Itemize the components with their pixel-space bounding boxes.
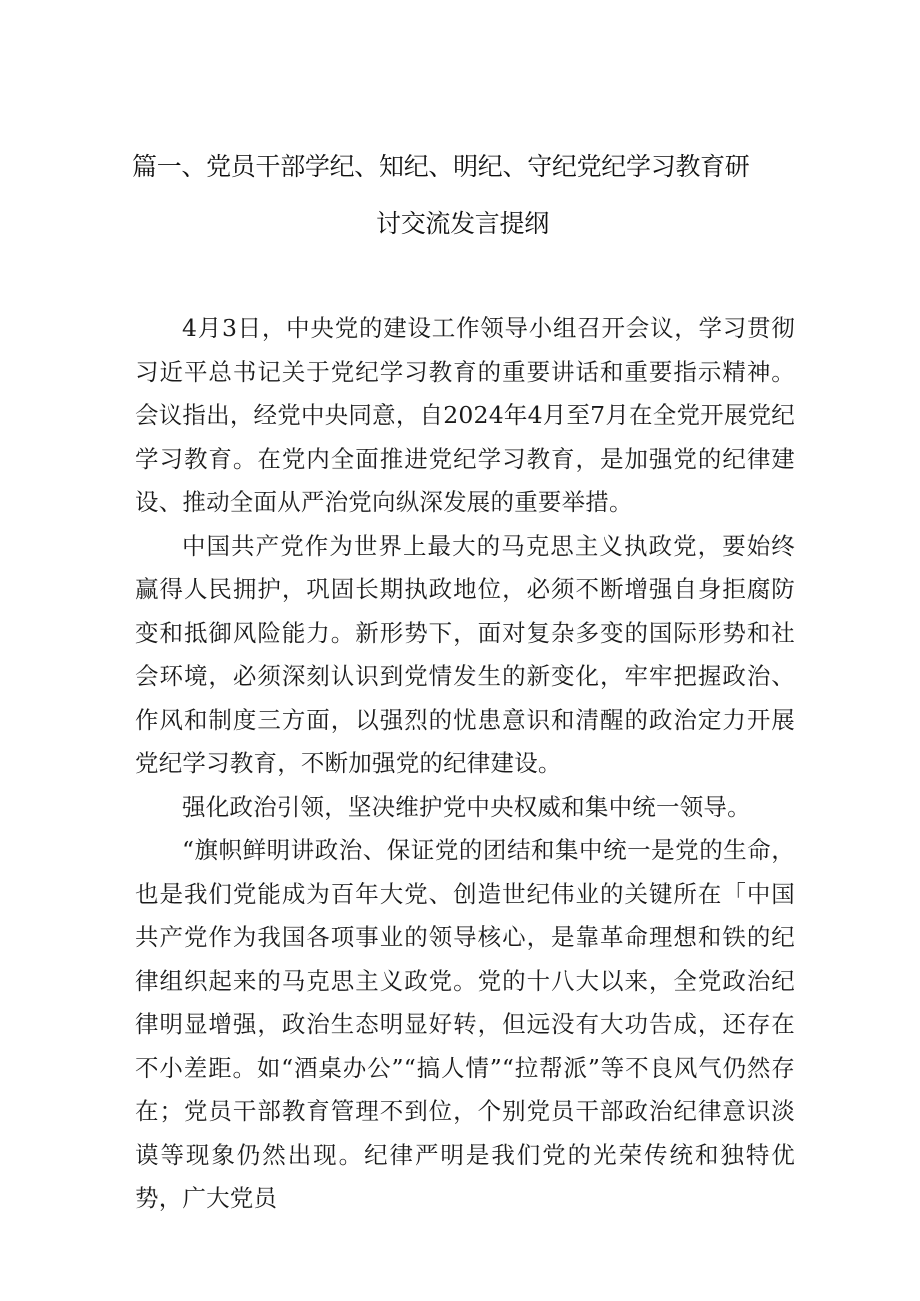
document-body (135, 307, 795, 1221)
paragraph-3: 强化政治引领，坚决维护党中央权威和集中统一领导。 (182, 792, 751, 821)
paragraph-1: 4月3日，中央党的建设工作领导小组召开会议，学习贯彻习近平总书记关于党纪学习教育的重要讲话和重要指示精神。会议指出，经党中央同意，自2024年4月至7月在全党开展党纪学习教育。在党内全面推进党纪学习教育，是加强党的纪律建设、推动全面从严治党向纵深发展的重要举措。 (135, 314, 795, 516)
paragraph-4: “旗帜鲜明讲政治、保证党的团结和集中统一是党的生命，也是我们党能成为百年大党、创造世纪伟业的关键所在「中国共产党作为我国各项事业的领导核心，是靠革命理想和铁的纪律组织起来的马克思主义政党。党的十八大以来，全党政治纪律明显增强，政治生态明显好转，但远没有大功告成，还存在不小差距。如“酒桌办公”“搞人情”“拉帮派”等不良风气仍然存在；党员干部教育管理不到位，个别党员干部政治纪律意识淡谟等现象仍然出现。纪律严明是我们党的光荣传统和独特优势，广大党员 (135, 836, 795, 1212)
document-title-line-2: 讨交流发言提纲 (376, 209, 549, 238)
paragraph-2: 中国共产党作为世界上最大的马克思主义执政党，要始终赢得人民拥护，巩固长期执政地位，必须不断增强自身拒腐防变和抵御风险能力。新形势下，面对复杂多变的国际形势和社会环境，必须深刻认识到党情发生的新变化，牢牢把握政治、作风和制度三方面，以强烈的忧患意识和清醒的政治定力开展党纪学习教育，不断加强党的纪律建设。 (135, 531, 795, 777)
document-title-line-1: 篇一、党员干部学纪、知纪、明纪、守纪党纪学习教育研 (132, 152, 750, 181)
